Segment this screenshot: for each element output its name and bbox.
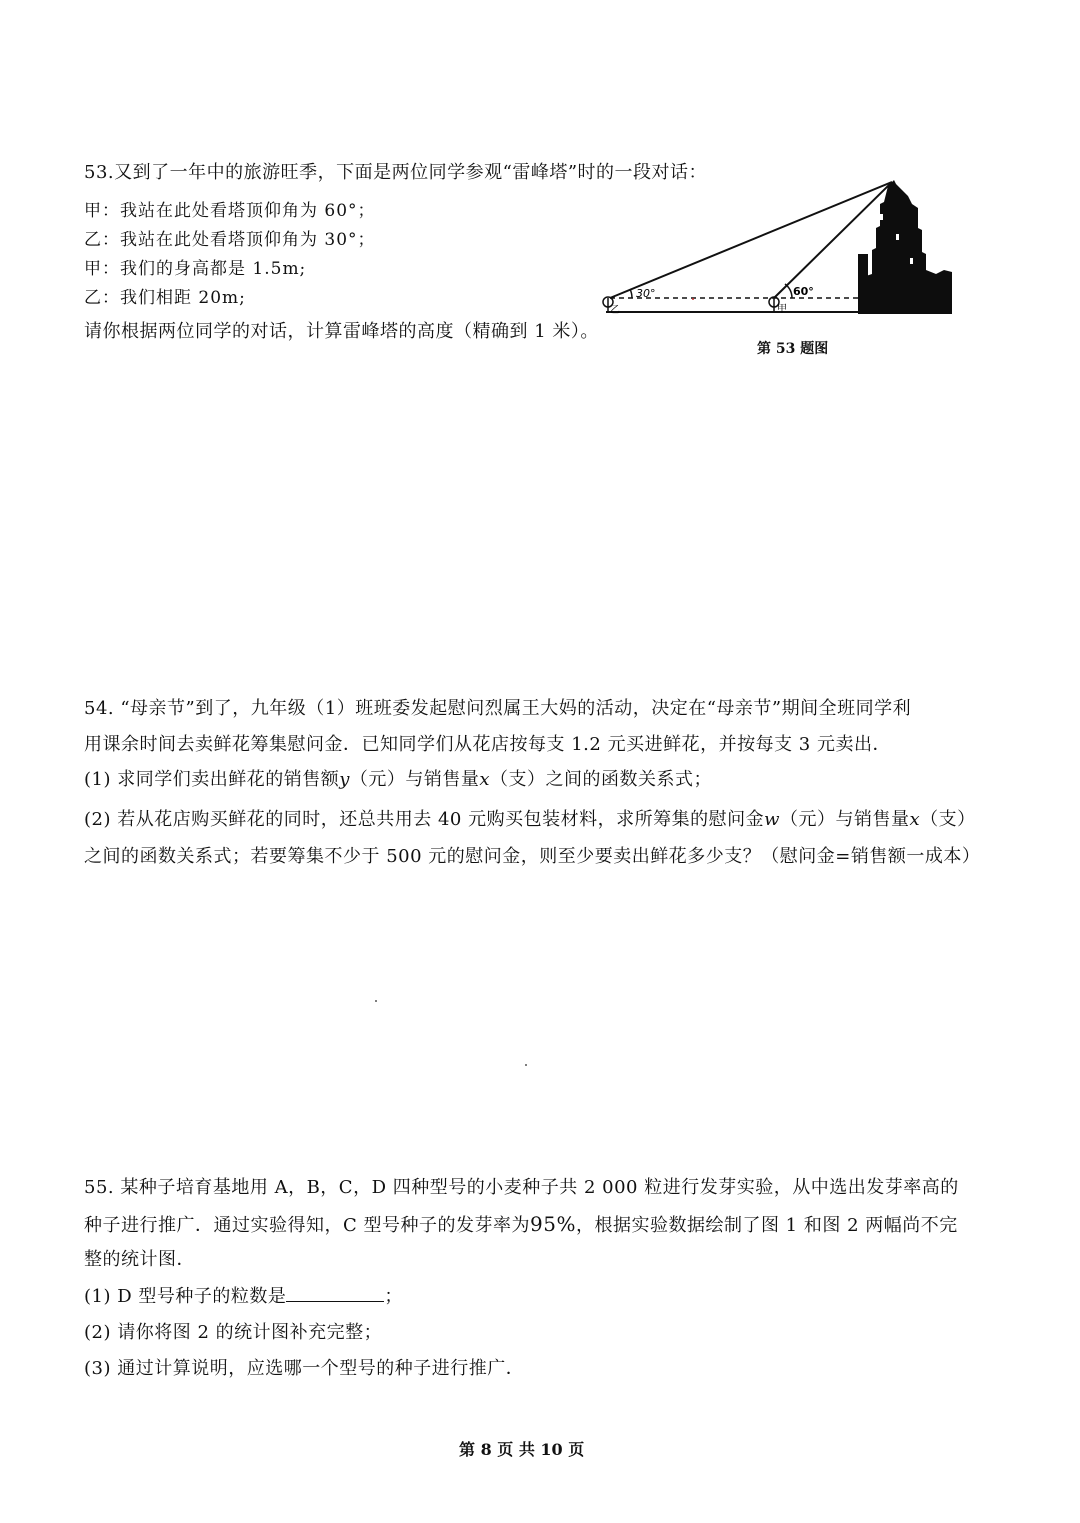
q55-line-3: 整的统计图． <box>84 1249 195 1270</box>
q55-part-1-b: ； <box>384 1286 403 1307</box>
q54-part-2 <box>84 808 976 832</box>
q55-part-1 <box>84 1285 403 1309</box>
q53-dialog-line-2: 乙：我站在此处看塔顶仰角为 30°； <box>84 230 376 250</box>
answer-blank[interactable] <box>286 1285 384 1302</box>
q53-dialog-line-4: 乙：我们相距 20m; <box>84 288 246 308</box>
q55-germination-rate: 95% <box>530 1212 576 1236</box>
angle-label-yi: 30° <box>636 287 656 300</box>
q54-var-x: x <box>479 769 491 790</box>
q53-dialog-line-3: 甲：我们的身高都是 1.5m; <box>84 259 307 279</box>
q53-figure <box>596 174 956 319</box>
q55-part-1-a: (1) D 型号种子的粒数是 <box>84 1286 287 1307</box>
sight-line-yi <box>610 182 892 298</box>
q53-dialog-line-1: 甲：我站在此处看塔顶仰角为 60°； <box>84 201 376 221</box>
angle-label-jia: 60° <box>793 285 814 298</box>
q54-line-1: 54. “母亲节”到了，九年级（1）班班委发起慰问烈属王大妈的活动，决定在“母亲节”期间全班同学利 <box>84 698 912 719</box>
q54-line-2: 用课余时间去卖鲜花筹集慰问金．已知同学们从花店按每支 1.2 元买进鲜花，并按每支 3 元卖出． <box>84 734 891 755</box>
q54-part-1-b: （元）与销售量 <box>349 769 480 790</box>
q53-question: 请你根据两位同学的对话，计算雷峰塔的高度（精确到 1 米）。 <box>84 321 599 342</box>
observer-label-jia: 甲 <box>777 304 787 315</box>
q54-var-x2: x <box>909 809 921 830</box>
q55-part-2: (2) 请你将图 2 的统计图补充完整； <box>84 1322 383 1343</box>
q55-line-2-b: ，根据实验数据绘制了图 1 和图 2 两幅尚不完 <box>575 1215 958 1236</box>
tower-silhouette <box>858 180 952 314</box>
q55-line-1: 55. 某种子培育基地用 A，B，C，D 四种型号的小麦种子共 2 000 粒进行发芽实验，从中选出发芽率高的 <box>84 1177 959 1198</box>
q54-var-y: y <box>339 769 350 790</box>
scan-speck <box>692 298 694 300</box>
q55-line-2 <box>84 1212 958 1238</box>
q55-part-3: (3) 通过计算说明，应选哪一个型号的种子进行推广． <box>84 1358 525 1379</box>
angle-arc-yi <box>630 289 632 298</box>
q54-part-1-a: (1) 求同学们卖出鲜花的销售额 <box>84 769 340 790</box>
observer-label-yi: 乙 <box>610 305 620 316</box>
scan-speck <box>525 1064 527 1066</box>
q54-part-1 <box>84 768 712 792</box>
q54-part-2-b: （元）与销售量 <box>780 809 910 830</box>
page-footer: 第 8 页 共 10 页 <box>459 1440 585 1459</box>
q54-part-1-c: （支）之间的函数关系式； <box>490 769 713 790</box>
scan-speck <box>375 1000 377 1002</box>
q54-part-2-a: (2) 若从花店购买鲜花的同时，还总共用去 40 元购买包装材料，求所筹集的慰问金 <box>84 809 765 830</box>
q53-intro: 53.又到了一年中的旅游旺季，下面是两位同学参观“雷峰塔”时的一段对话： <box>84 162 708 183</box>
q54-var-w: w <box>764 809 780 830</box>
q55-line-2-a: 种子进行推广．通过实验得知，C 型号种子的发芽率为 <box>84 1215 530 1236</box>
q54-part-2-line-2: 之间的函数关系式；若要筹集不少于 500 元的慰问金，则至少要卖出鲜花多少支？（慰问金=销售额一成本） <box>84 846 981 867</box>
q53-figure-caption: 第 53 题图 <box>757 341 829 357</box>
q54-part-2-c: （支） <box>920 809 976 830</box>
